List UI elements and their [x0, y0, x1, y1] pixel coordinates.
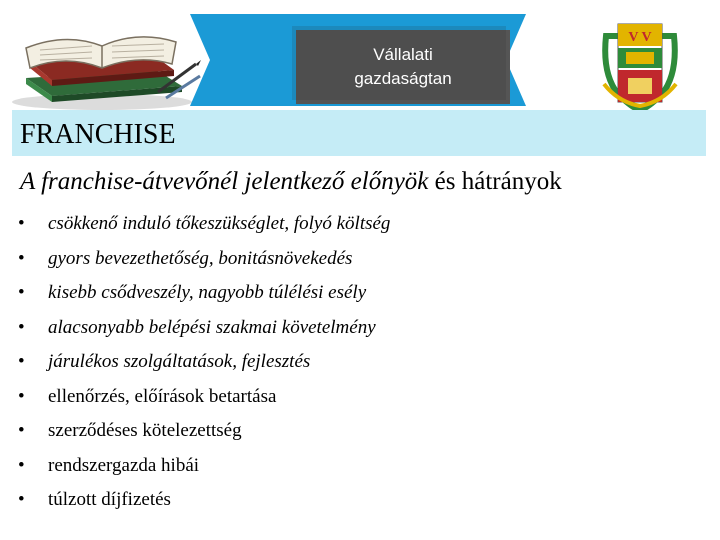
- list-item: • rendszergazda hibái: [18, 454, 200, 476]
- bullet-icon: •: [18, 282, 25, 304]
- bullet-list: [18, 207, 390, 518]
- list-item: • túlzott díjfizetés: [18, 489, 171, 511]
- bullet-icon: •: [18, 489, 25, 511]
- books-pen-icon: [6, 12, 202, 112]
- list-item: • alacsonyabb belépési szakmai követelmény: [18, 316, 376, 338]
- subtitle-italic-part: A franchise-átvevőnél jelentkező előnyök: [20, 168, 429, 195]
- university-crest-icon: [598, 14, 682, 114]
- list-item: • csökkenő induló tőkeszükséglet, folyó költség: [18, 213, 391, 235]
- list-item: • gyors bevezethetőség, bonitásnövekedés: [18, 247, 353, 269]
- bullet-icon: •: [18, 385, 25, 407]
- course-title-line2: gazdaságtan: [354, 69, 452, 88]
- bullet-icon: •: [18, 351, 25, 373]
- list-item: • kisebb csődveszély, nagyobb túlélési esély: [18, 282, 367, 304]
- bullet-icon: •: [18, 213, 25, 235]
- bullet-icon: •: [18, 420, 25, 442]
- list-item: • szerződéses kötelezettség: [18, 420, 242, 442]
- bullet-icon: •: [18, 247, 25, 269]
- bullet-icon: •: [18, 454, 25, 476]
- course-title-line1: Vállalati: [373, 45, 433, 64]
- svg-text:V V: V V: [628, 30, 652, 45]
- list-item: • ellenőrzés, előírások betartása: [18, 385, 277, 407]
- course-title: [296, 30, 510, 104]
- list-item: • járulékos szolgáltatások, fejlesztés: [18, 351, 311, 373]
- slide-title: FRANCHISE: [20, 119, 176, 150]
- slide-subtitle: [20, 166, 562, 198]
- bullet-icon: •: [18, 316, 25, 338]
- subtitle-plain-part: és hátrányok: [428, 168, 562, 195]
